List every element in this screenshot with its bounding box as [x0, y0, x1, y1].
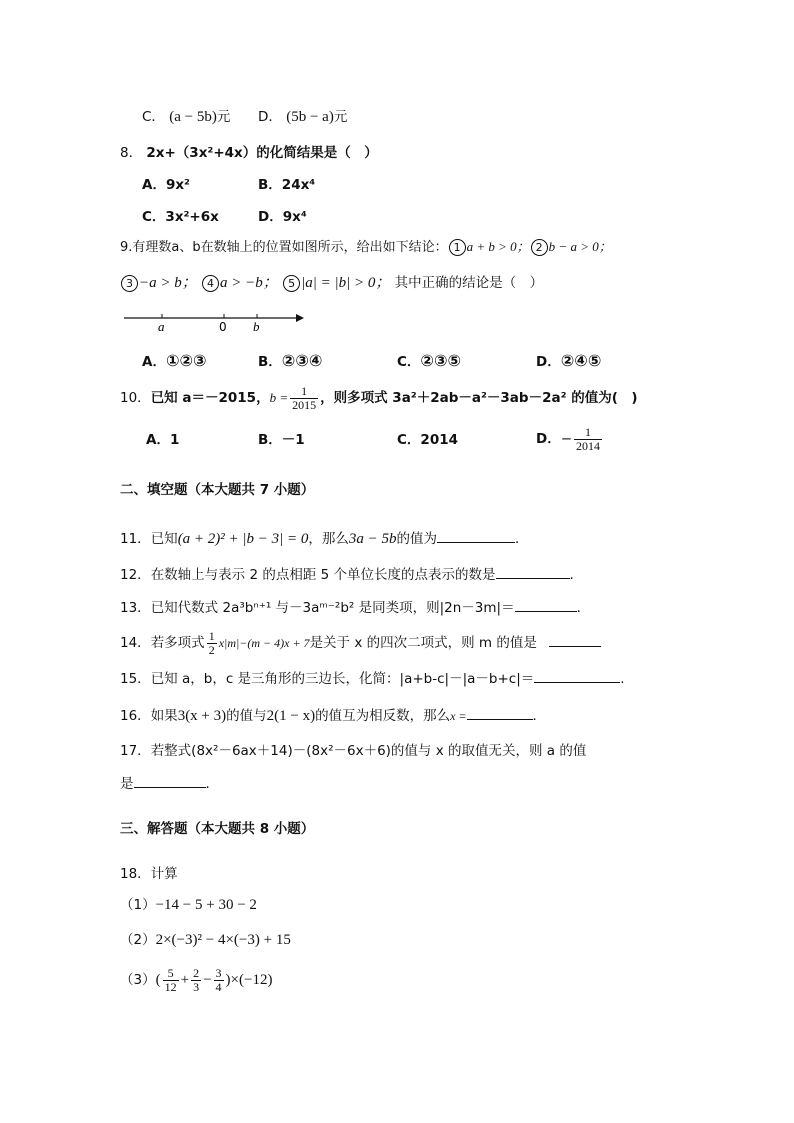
- q18-item-2: [120, 930, 291, 950]
- text-end: .: [620, 671, 625, 687]
- text-mid: 的值与: [226, 708, 267, 724]
- question-number: 10．: [120, 390, 151, 406]
- q10-option-d: [536, 423, 604, 455]
- answer-blank[interactable]: [467, 705, 533, 720]
- question-number: 14．: [120, 635, 151, 651]
- question-number: 17．: [120, 743, 151, 759]
- conclusion-3: −a > b；: [139, 275, 197, 291]
- conclusion-4: a > −b；: [220, 275, 278, 291]
- text-pre: 若多项式: [150, 635, 205, 651]
- number-line-figure: [120, 308, 305, 334]
- arrow-right-icon: [296, 314, 304, 322]
- conclusion-2: b − a > 0；: [548, 239, 612, 254]
- question-9-line-2: [120, 273, 543, 293]
- question-stem: 在数轴上与表示 2 的点相距 5 个单位长度的点表示的数是: [150, 567, 496, 583]
- question-17-line-2: [120, 773, 219, 794]
- text-end: ．: [515, 531, 529, 547]
- option-text: 9x²: [165, 177, 190, 193]
- q18-item-3: [120, 962, 272, 998]
- label-zero: 0: [219, 320, 227, 334]
- option-key: D．: [258, 209, 283, 225]
- expression: −14 − 5 + 30 − 2: [155, 897, 257, 913]
- option-key: B．: [258, 354, 282, 370]
- item-label: （1）: [120, 897, 156, 913]
- option-key: B．: [258, 177, 282, 193]
- q9-option-d: [536, 351, 601, 372]
- option-key: C．: [142, 209, 166, 225]
- question-stem-a: 已知 a＝－2015，: [150, 390, 270, 406]
- q8-option-a: [142, 175, 190, 195]
- question-tail: 其中正确的结论是（ ）: [394, 275, 544, 291]
- option-key: A．: [142, 354, 166, 370]
- q9-option-a: [142, 351, 207, 372]
- expression-1: 3(x + 3): [177, 708, 227, 724]
- q8-option-d: [258, 207, 307, 227]
- question-number: 16．: [120, 708, 151, 724]
- question-8: [120, 143, 378, 163]
- option-text: ②③⑤: [420, 351, 462, 370]
- operator-2: −: [203, 972, 212, 988]
- option-expression: (a − 5b): [169, 109, 217, 125]
- question-17-line-1: [120, 741, 586, 761]
- circle-1-icon: 1: [449, 239, 466, 256]
- circle-4-icon: 4: [202, 275, 219, 292]
- item-label: （3）: [120, 972, 156, 988]
- question-stem: 计算: [150, 866, 178, 882]
- q7-option-c: [142, 107, 230, 127]
- option-text: ①②③: [165, 351, 207, 370]
- option-text: 9x⁴: [282, 209, 307, 225]
- question-16: [120, 705, 546, 726]
- question-10: [120, 383, 638, 413]
- option-text: ②③④: [281, 351, 323, 370]
- expression-3: x =: [450, 709, 467, 723]
- fraction-3: $\frac{3}{4}$: [215, 965, 222, 994]
- answer-blank[interactable]: [437, 528, 515, 543]
- text-pre: 如果: [150, 708, 178, 724]
- answer-blank[interactable]: [515, 597, 577, 612]
- conclusion-5: |a| = |b| > 0；: [301, 275, 391, 291]
- question-9-line-1: [120, 237, 612, 258]
- fraction-2: $\frac{2}{3}$: [193, 965, 200, 994]
- option-text: ②④⑤: [560, 351, 602, 370]
- option-unit: 元: [333, 109, 348, 125]
- question-number: 9.: [120, 240, 133, 255]
- question-number: 18．: [120, 866, 151, 882]
- b-label: b =: [269, 390, 289, 405]
- question-stem: 2x+（3x²+4x）的化简结果是（ ）: [146, 145, 378, 161]
- question-stem: 有理数a、b在数轴上的位置如图所示，给出如下结论：: [132, 240, 448, 255]
- question-11: [120, 528, 529, 549]
- option-expression: (5b − a): [286, 109, 334, 125]
- question-stem: 已知 a，b，c 是三角形的三边长，化简：|a+b-c|－|a－b+c|＝: [150, 671, 535, 687]
- conclusion-1: a + b > 0；: [466, 239, 530, 254]
- question-stem: 若整式(8x²－6ax＋14)－(8x²－6x＋6)的值与 x 的取值无关，则 a 的值: [150, 743, 587, 759]
- text-mid: ，那么: [308, 531, 349, 547]
- q10-option-b: [258, 430, 305, 450]
- text-post: 是关于 x 的四次二项式，则 m 的值是: [309, 635, 537, 651]
- option-text: 1: [169, 432, 180, 448]
- option-text: 24x⁴: [281, 177, 316, 193]
- circle-3-icon: 3: [121, 275, 138, 292]
- q9-option-c: [397, 351, 461, 372]
- q7-option-d: [258, 107, 347, 127]
- answer-blank[interactable]: [134, 773, 206, 788]
- item-label: （2）: [120, 932, 156, 948]
- option-unit: 元: [216, 109, 231, 125]
- option-sign: −: [560, 431, 573, 447]
- fraction-1: $\frac{5}{12}$: [164, 965, 177, 994]
- option-key: D．: [536, 431, 561, 447]
- text-pre: 已知: [150, 531, 178, 547]
- option-key: D．: [536, 354, 561, 370]
- question-number: 12．: [120, 567, 151, 583]
- expression: (a + 2)² + |b − 3| = 0: [177, 531, 309, 547]
- question-stem-tail: 是: [120, 776, 134, 792]
- question-stem-b: ，则多项式 3a²＋2ab－a²－3ab－2a² 的值为( ): [320, 390, 638, 406]
- option-text: 2014: [420, 432, 458, 448]
- question-number: 15．: [120, 671, 151, 687]
- question-12: [120, 564, 583, 585]
- section-3-heading: 三、解答题（本大题共 8 小题）: [120, 821, 315, 837]
- q18-item-1: [120, 895, 257, 915]
- expression-2: 3a − 5b: [348, 531, 397, 547]
- operator-1: +: [180, 972, 190, 988]
- section-2-heading: 二、填空题（本大题共 7 小题）: [120, 482, 315, 498]
- text-post: 的值为: [396, 531, 438, 547]
- question-number: 11．: [120, 531, 151, 547]
- q10-option-c: [397, 430, 458, 450]
- label-a: a: [158, 319, 165, 334]
- option-key: D．: [258, 109, 282, 125]
- text-end: ．: [532, 708, 547, 724]
- question-number: 8．: [120, 145, 143, 161]
- paren-open: (: [155, 972, 161, 988]
- question-13: [120, 597, 590, 618]
- option-key: C．: [397, 432, 421, 448]
- q10-option-a: [146, 430, 179, 450]
- text-end: ．: [569, 567, 584, 583]
- question-15: [120, 668, 625, 689]
- expression: 2×(−3)² − 4×(−3) + 15: [155, 932, 291, 948]
- answer-blank[interactable]: [496, 564, 570, 579]
- fraction-b: $\frac{1}{2015}$: [292, 383, 317, 412]
- question-14: [120, 628, 601, 658]
- option-text: 3x²+6x: [165, 209, 219, 225]
- fraction-option-d: $\frac{1}{2014}$: [576, 424, 601, 453]
- question-stem: 已知代数式 2a³bⁿ⁺¹ 与－3aᵐ⁻²b² 是同类项，则|2n－3m|＝: [150, 600, 515, 616]
- expression: x|m|−(m − 4)x + 7: [218, 636, 310, 650]
- text-post: 的值互为相反数，那么: [315, 708, 451, 724]
- q8-option-c: [142, 207, 219, 227]
- answer-blank[interactable]: [549, 632, 601, 647]
- question-number: 13．: [120, 600, 151, 616]
- expression-2: 2(1 − x): [266, 708, 316, 724]
- circle-2-icon: 2: [531, 239, 548, 256]
- label-b: b: [253, 319, 260, 334]
- fraction-half: $\frac{1}{2}$: [208, 628, 215, 657]
- circle-5-icon: 5: [283, 275, 300, 292]
- q9-option-b: [258, 351, 322, 372]
- option-key: B．: [258, 432, 282, 448]
- text-end: ．: [205, 776, 219, 792]
- option-key: C．: [142, 109, 165, 125]
- paren-close: )×(−12): [225, 972, 273, 988]
- option-key: A．: [146, 432, 170, 448]
- option-key: C．: [397, 354, 421, 370]
- option-text: －1: [281, 432, 305, 448]
- q8-option-b: [258, 175, 315, 195]
- answer-blank[interactable]: [534, 668, 620, 683]
- text-end: ．: [576, 600, 591, 616]
- option-key: A．: [142, 177, 166, 193]
- question-18: [120, 864, 178, 884]
